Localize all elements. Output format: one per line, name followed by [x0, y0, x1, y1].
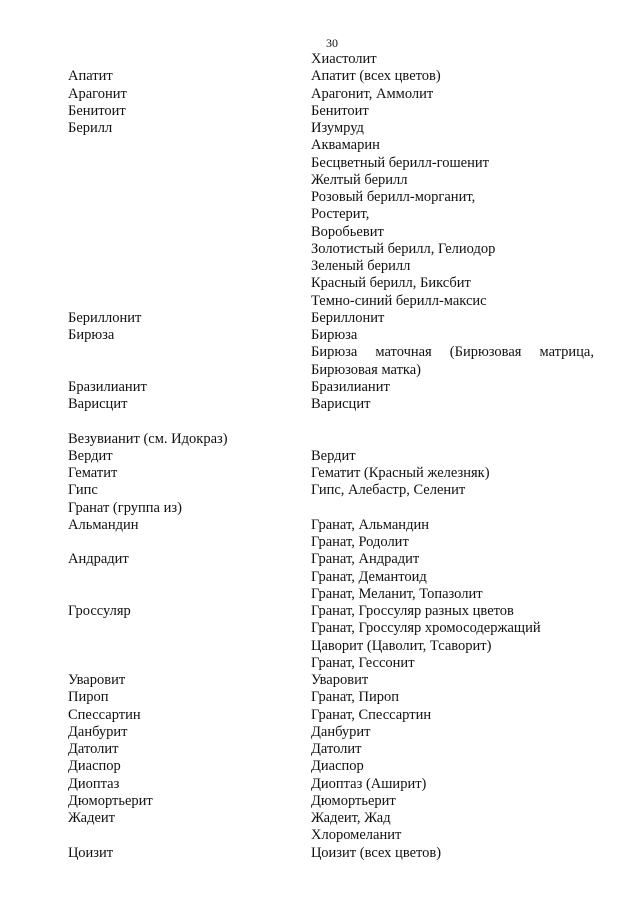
- mineral-name: Данбурит: [68, 723, 128, 740]
- mineral-name: Диоптаз: [68, 775, 120, 792]
- mineral-name: Вердит: [68, 447, 113, 464]
- mineral-name: Бразилианит: [68, 378, 147, 395]
- mineral-name: Жадеит: [68, 810, 115, 826]
- mineral-name: Датолит: [68, 741, 119, 757]
- mineral-name: Гранат (группа из): [68, 499, 182, 516]
- table-row: [0, 172, 640, 189]
- table-row: [0, 189, 640, 206]
- table-row: [0, 500, 640, 517]
- gem-trade-name: Золотистый берилл, Гелиодор: [311, 240, 496, 257]
- table-row: [0, 845, 640, 862]
- mineral-name: Альмандин: [68, 516, 139, 533]
- table-row: [0, 551, 640, 568]
- gem-trade-name: Воробьевит: [311, 223, 384, 240]
- table-row: [0, 68, 640, 85]
- mineral-name: Апатит: [68, 68, 113, 85]
- table-row: [0, 137, 640, 154]
- table-row: [0, 206, 640, 223]
- table-row: [0, 344, 640, 361]
- table-row: [0, 620, 640, 637]
- mineral-name: Дюмортьерит: [68, 792, 153, 809]
- table-row: [0, 776, 640, 793]
- gem-trade-name: [311, 344, 594, 361]
- table-row: [0, 448, 640, 465]
- gem-trade-name: Жадеит, Жад: [311, 810, 391, 826]
- gem-trade-name: Аквамарин: [311, 137, 380, 154]
- table-row: [0, 707, 640, 724]
- mineral-name: Бенитоит: [68, 102, 126, 119]
- mineral-name: Варисцит: [68, 396, 128, 412]
- gem-trade-name: Гранат, Спессартин: [311, 706, 432, 723]
- gem-trade-name: Гранат, Андрадит: [311, 551, 420, 568]
- table-row: [0, 517, 640, 534]
- table-row: [0, 810, 640, 827]
- gem-trade-name-word: маточная: [375, 344, 432, 361]
- gem-trade-name: Уваровит: [311, 672, 369, 688]
- table-row: [0, 827, 640, 844]
- table-row: [0, 241, 640, 258]
- table-row: [0, 293, 640, 310]
- table-row: [0, 482, 640, 499]
- gem-trade-name: Вердит: [311, 447, 356, 464]
- mineral-name: Пироп: [68, 689, 109, 706]
- table-row: [0, 741, 640, 758]
- gem-trade-name-word: (Бирюзовая: [449, 344, 522, 361]
- mineral-name: Гематит: [68, 465, 118, 481]
- table-row: [0, 103, 640, 120]
- gem-trade-name: Цаворит (Цаволит, Тсаворит): [311, 637, 492, 654]
- gem-trade-name: Гематит (Красный железняк): [311, 465, 490, 481]
- gem-trade-name: Варисцит: [311, 396, 371, 412]
- gem-trade-name: Гипс, Алебастр, Селенит: [311, 482, 466, 499]
- gem-trade-name: Гранат, Альмандин: [311, 516, 429, 533]
- table-row: [0, 362, 640, 379]
- mineral-name: Диаспор: [68, 758, 121, 775]
- table-row: [0, 655, 640, 672]
- gem-trade-name: Бериллонит: [311, 309, 385, 326]
- page-number: 30: [326, 36, 338, 50]
- gem-trade-name: Гранат, Гроссуляр хромосодержащий: [311, 620, 541, 637]
- table-row: [0, 275, 640, 292]
- gem-trade-name: Дюмортьерит: [311, 792, 396, 809]
- gem-trade-name-word: Бирюза: [311, 344, 358, 361]
- gem-trade-name: Бирюзовая матка): [311, 361, 422, 378]
- table-row: [0, 638, 640, 655]
- mineral-name: Уваровит: [68, 672, 126, 688]
- table-row: [0, 534, 640, 551]
- gem-trade-name: Изумруд: [311, 120, 364, 136]
- mineral-name: Андрадит: [68, 551, 129, 568]
- gem-trade-name: Красный берилл, Биксбит: [311, 275, 471, 292]
- mineral-name: Гипс: [68, 482, 98, 499]
- table-row: [0, 465, 640, 482]
- gem-trade-name: Диаспор: [311, 758, 364, 775]
- table-row: [0, 258, 640, 275]
- mineral-name: Спессартин: [68, 706, 141, 723]
- gem-trade-name: Хиастолит: [311, 51, 377, 67]
- gem-trade-name: Зеленый берилл: [311, 258, 411, 274]
- mineral-name: Цоизит: [68, 844, 114, 861]
- table-row: [0, 672, 640, 689]
- table-row: [0, 379, 640, 396]
- table-row: [0, 310, 640, 327]
- table-row: [0, 51, 640, 68]
- mineral-name: Берилл: [68, 120, 113, 136]
- gem-trade-name: Диоптаз (Аширит): [311, 775, 427, 792]
- gem-trade-name: Гранат, Гессонит: [311, 654, 415, 671]
- mineral-name: Бирюза: [68, 327, 115, 343]
- table-row: [0, 155, 640, 172]
- table-row: [0, 224, 640, 241]
- gem-trade-name: Данбурит: [311, 723, 371, 740]
- mineral-table: [0, 51, 640, 862]
- table-row: [0, 603, 640, 620]
- gem-trade-name: Бенитоит: [311, 102, 369, 119]
- table-row: [0, 689, 640, 706]
- table-row: [0, 569, 640, 586]
- table-row: [0, 413, 640, 430]
- gem-trade-name: Бразилианит: [311, 378, 390, 395]
- mineral-name: Гроссуляр: [68, 603, 131, 619]
- gem-trade-name: Хлоромеланит: [311, 827, 402, 844]
- table-row: [0, 431, 640, 448]
- gem-trade-name: Арагонит, Аммолит: [311, 85, 434, 102]
- gem-trade-name-word: матрица,: [539, 344, 594, 361]
- mineral-name: Везувианит (см. Идокраз): [68, 430, 228, 447]
- table-row: [0, 758, 640, 775]
- mineral-name: Бериллонит: [68, 309, 142, 326]
- table-row: [0, 586, 640, 603]
- gem-trade-name: Гранат, Демантоид: [311, 568, 427, 585]
- table-row: [0, 793, 640, 810]
- gem-trade-name: Желтый берилл: [311, 171, 408, 188]
- gem-trade-name: Гранат, Пироп: [311, 689, 399, 706]
- gem-trade-name: Бесцветный берилл-гошенит: [311, 154, 489, 171]
- table-row: [0, 327, 640, 344]
- table-row: [0, 86, 640, 103]
- gem-trade-name: Цоизит (всех цветов): [311, 844, 442, 861]
- table-row: [0, 724, 640, 741]
- gem-trade-name: Гранат, Родолит: [311, 534, 409, 550]
- gem-trade-name: Датолит: [311, 741, 362, 757]
- table-row: [0, 120, 640, 137]
- gem-trade-name: Бирюза: [311, 327, 358, 343]
- mineral-name: Арагонит: [68, 85, 127, 102]
- gem-trade-name: Темно-синий берилл-максис: [311, 292, 487, 309]
- gem-trade-name: Апатит (всех цветов): [311, 68, 441, 85]
- gem-trade-name: Гранат, Гроссуляр разных цветов: [311, 603, 514, 619]
- gem-trade-name: Розовый берилл-морганит,: [311, 189, 476, 205]
- table-row: [0, 396, 640, 413]
- gem-trade-name: Гранат, Меланит, Топазолит: [311, 585, 483, 602]
- gem-trade-name: Ростерит,: [311, 206, 370, 223]
